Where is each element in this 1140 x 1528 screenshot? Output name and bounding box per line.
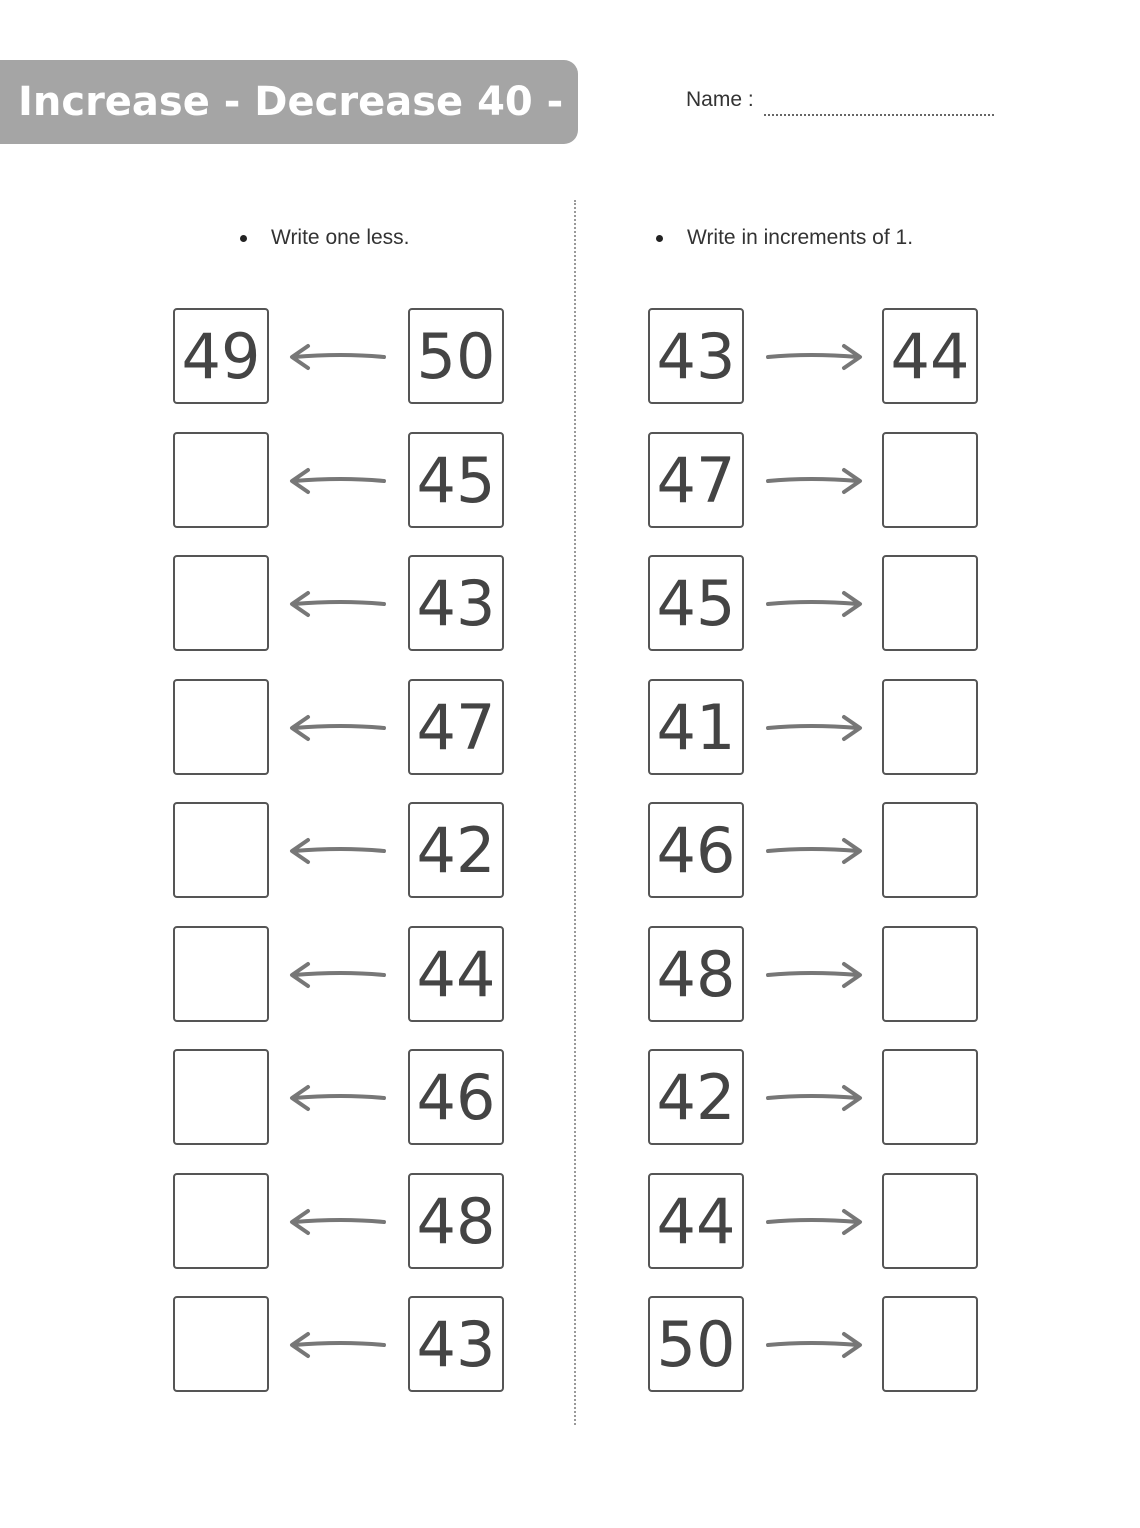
left-instruction-text: Write one less. bbox=[271, 226, 410, 249]
number-box: 46 bbox=[648, 802, 744, 898]
number-box: 44 bbox=[648, 1173, 744, 1269]
answer-box[interactable] bbox=[173, 432, 269, 528]
left-instruction bbox=[240, 226, 410, 250]
answer-box[interactable] bbox=[882, 802, 978, 898]
right-arrow-icon bbox=[760, 1314, 870, 1374]
number-box: 43 bbox=[408, 1296, 504, 1392]
right-arrow-icon bbox=[760, 1067, 870, 1127]
number-box: 42 bbox=[648, 1049, 744, 1145]
answer-box[interactable] bbox=[882, 1296, 978, 1392]
answer-box[interactable] bbox=[882, 432, 978, 528]
number-box: 45 bbox=[648, 555, 744, 651]
left-arrow-icon bbox=[282, 697, 392, 757]
number-box: 41 bbox=[648, 679, 744, 775]
number-box: 45 bbox=[408, 432, 504, 528]
answer-box[interactable] bbox=[173, 555, 269, 651]
answer-box[interactable] bbox=[173, 926, 269, 1022]
number-box: 44 bbox=[408, 926, 504, 1022]
right-arrow-icon bbox=[760, 820, 870, 880]
name-label: Name : bbox=[686, 88, 754, 111]
column-divider bbox=[574, 200, 576, 1425]
left-arrow-icon bbox=[282, 1067, 392, 1127]
right-instruction bbox=[656, 226, 913, 250]
number-box: 47 bbox=[648, 432, 744, 528]
right-arrow-icon bbox=[760, 450, 870, 510]
number-box: 43 bbox=[648, 308, 744, 404]
answer-box[interactable] bbox=[173, 1173, 269, 1269]
number-box: 50 bbox=[648, 1296, 744, 1392]
answer-box[interactable]: 44 bbox=[882, 308, 978, 404]
left-arrow-icon bbox=[282, 820, 392, 880]
name-field[interactable] bbox=[764, 114, 994, 116]
left-arrow-icon bbox=[282, 326, 392, 386]
left-arrow-icon bbox=[282, 573, 392, 633]
right-arrow-icon bbox=[760, 697, 870, 757]
number-box: 50 bbox=[408, 308, 504, 404]
right-arrow-icon bbox=[760, 326, 870, 386]
number-box: 48 bbox=[408, 1173, 504, 1269]
answer-box[interactable] bbox=[882, 555, 978, 651]
number-box: 47 bbox=[408, 679, 504, 775]
number-box: 43 bbox=[408, 555, 504, 651]
right-arrow-icon bbox=[760, 944, 870, 1004]
answer-box[interactable]: 49 bbox=[173, 308, 269, 404]
number-box: 42 bbox=[408, 802, 504, 898]
number-box: 48 bbox=[648, 926, 744, 1022]
left-arrow-icon bbox=[282, 1314, 392, 1374]
number-box: 46 bbox=[408, 1049, 504, 1145]
answer-box[interactable] bbox=[882, 679, 978, 775]
right-arrow-icon bbox=[760, 573, 870, 633]
title-bar bbox=[0, 60, 633, 144]
bullet-icon bbox=[656, 235, 663, 242]
answer-box[interactable] bbox=[173, 679, 269, 775]
answer-box[interactable] bbox=[173, 1049, 269, 1145]
left-arrow-icon bbox=[282, 944, 392, 1004]
answer-box[interactable] bbox=[882, 926, 978, 1022]
bullet-icon bbox=[240, 235, 247, 242]
right-instruction-text: Write in increments of 1. bbox=[687, 226, 914, 249]
answer-box[interactable] bbox=[882, 1173, 978, 1269]
right-arrow-icon bbox=[760, 1191, 870, 1251]
answer-box[interactable] bbox=[882, 1049, 978, 1145]
answer-box[interactable] bbox=[173, 802, 269, 898]
left-arrow-icon bbox=[282, 1191, 392, 1251]
worksheet-title: Increase - Decrease 40 - 50 bbox=[18, 79, 633, 125]
answer-box[interactable] bbox=[173, 1296, 269, 1392]
left-arrow-icon bbox=[282, 450, 392, 510]
